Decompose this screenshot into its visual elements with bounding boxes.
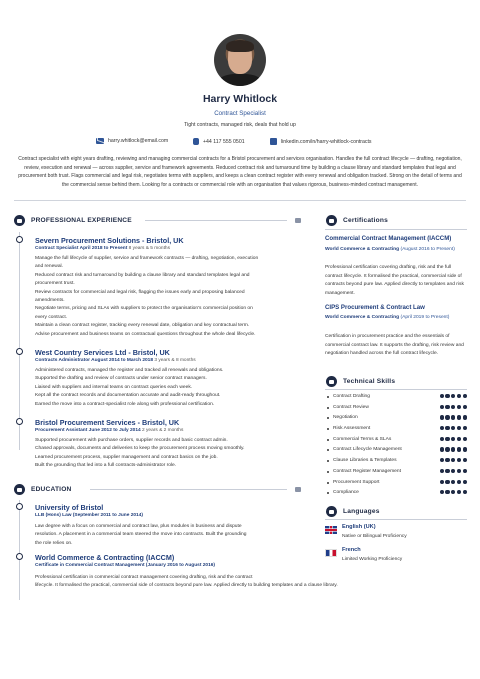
rating-dot	[440, 490, 444, 494]
description-line: the role relies on.	[35, 540, 73, 546]
skill-item	[325, 436, 467, 447]
rating-dot	[457, 437, 461, 441]
rating-dot	[440, 469, 444, 473]
bullet-line: Manage the full lifecycle of supplier, service and framework contracts — drafting, negotiation, execution	[35, 256, 259, 261]
briefcase-icon	[14, 215, 25, 226]
rating-dot	[463, 490, 467, 494]
bullet-line: Reduced contract risk and turnaround by building a clause library and standard templates legal and	[35, 272, 250, 278]
cert-meta	[325, 246, 465, 254]
rating-dot	[445, 469, 449, 473]
contact-linkedin[interactable]	[270, 138, 372, 145]
description-line: lifecycle. It formalised the practical, commercial side of contracts beyond pure law. Applied directly to building templates and a clause library.	[35, 583, 338, 589]
skill-item	[325, 414, 467, 425]
education-degree: Certificate in Commercial Contract Management (January 2016 to August 2016)	[35, 563, 216, 568]
skill-rating	[440, 469, 467, 473]
job-role: Procurement Assistant June 2012 to July 2014	[35, 428, 141, 433]
candidate-name: Harry Whitlock	[202, 93, 278, 105]
rating-dot	[457, 447, 461, 451]
education-title: EDUCATION	[31, 486, 72, 493]
cert-dates: (April 2019 to Present)	[400, 315, 450, 320]
education-degree: LLB (Hons) Law (September 2011 to June 2014)	[35, 513, 143, 518]
rating-dot	[440, 405, 444, 409]
bullet-icon	[327, 407, 329, 409]
bullet-line: Earned the move into a contract-specialist role along with professional certification.	[35, 401, 215, 407]
skill-name: Contract Drafting	[333, 394, 370, 399]
rating-dot	[440, 394, 444, 398]
cert-dates: (August 2016 to Present)	[400, 247, 455, 252]
photo-hair	[226, 40, 254, 52]
job-bullets	[35, 367, 305, 409]
skill-rating	[440, 437, 467, 441]
skill-rating	[440, 405, 467, 409]
bullet-line: Maintain a clean contract register, tracking every renewal date, obligation and key contractual term.	[35, 323, 250, 329]
education-school: World Commerce & Contracting (IACCM)	[35, 553, 175, 562]
linkedin-text[interactable]: linkedin.com/in/harry-whitlock-contracts	[281, 138, 372, 145]
education-school: University of Bristol	[35, 503, 104, 512]
skill-item	[325, 425, 467, 436]
experience-rule	[145, 220, 287, 221]
email-text[interactable]: harry.whitlock@email.com	[108, 138, 169, 144]
rating-dot	[445, 447, 449, 451]
education-description	[35, 523, 305, 548]
bullet-icon	[327, 471, 329, 473]
skill-item	[325, 468, 467, 479]
rating-dot	[440, 458, 444, 462]
certifications-heading	[326, 215, 388, 226]
job-bullets	[35, 255, 305, 339]
rating-dot	[445, 458, 449, 462]
rating-dot	[440, 480, 444, 484]
bullet-line: Learned procurement process, supplier management and contract basics on the job.	[35, 454, 218, 460]
rating-dot	[451, 405, 455, 409]
bullet-line: Negotiate terms, pricing and SLAs with suppliers to protect the organisation's commercial position on	[35, 306, 253, 312]
rating-dot	[457, 490, 461, 494]
timeline-dot	[16, 348, 23, 355]
job-duration: 3 years & 8 months	[154, 358, 196, 363]
rating-dot	[440, 426, 444, 430]
job-role: Contract Specialist April 2018 to Present	[35, 246, 128, 251]
rating-dot	[440, 415, 444, 419]
skill-name: Risk Assessment	[333, 426, 371, 432]
experience-heading	[14, 215, 132, 226]
rating-dot	[445, 394, 449, 398]
rating-dot	[451, 426, 455, 430]
timeline-dot	[16, 236, 23, 243]
rating-dot	[445, 480, 449, 484]
cert-issuer: World Commerce & Contracting	[325, 315, 400, 320]
rating-dot	[440, 447, 444, 451]
language-level: Limited Working Proficiency	[342, 557, 403, 562]
experience-title: PROFESSIONAL EXPERIENCE	[31, 217, 132, 224]
rating-dot	[445, 437, 449, 441]
rating-dot	[451, 480, 455, 484]
tagline: Tight contracts, managed risk, deals that hold up	[184, 122, 296, 128]
phone-icon	[193, 138, 199, 145]
skill-name: Contract Register Management	[333, 468, 401, 474]
job-company: West Country Services Ltd - Bristol, UK	[35, 348, 170, 357]
skill-item	[325, 489, 467, 500]
skill-item	[325, 457, 467, 468]
rating-dot	[463, 458, 467, 462]
rating-dot	[457, 415, 461, 419]
skill-item	[325, 479, 467, 490]
rating-dot	[463, 469, 467, 473]
skill-rating	[440, 480, 467, 484]
rating-dot	[457, 469, 461, 473]
rating-dot	[451, 394, 455, 398]
languages-rule	[325, 519, 467, 520]
linkedin-icon	[270, 138, 277, 145]
timeline-dot	[16, 418, 23, 425]
cert-description: Certification in procurement practice and the essentials of commercial contract law. It supports the drafting, risk review and negotiation handled across the full contract lifecycle.	[325, 334, 464, 357]
bullet-icon	[327, 439, 329, 441]
bullet-line: Built the grounding that led into a full contracts-administrator role.	[35, 463, 177, 469]
skill-name: Procurement Support	[333, 479, 380, 485]
rating-dot	[445, 405, 449, 409]
rating-dot	[457, 426, 461, 430]
phone-text[interactable]: +44 117 555 0501	[203, 138, 245, 145]
header-divider	[14, 200, 466, 201]
uk-flag-icon	[325, 526, 337, 534]
languages-title: Languages	[343, 508, 380, 515]
cert-title: CIPS Procurement & Contract Law	[325, 304, 425, 311]
bullet-icon	[327, 428, 329, 430]
rating-dot	[451, 469, 455, 473]
description-line: resolution. A placement in a commercial team steered the move into contracts. Built the grounding	[35, 532, 247, 538]
skill-item	[325, 393, 467, 404]
photo-shirt	[218, 74, 262, 86]
cert-meta	[325, 314, 465, 322]
skill-rating	[440, 394, 467, 398]
tools-icon	[326, 376, 337, 387]
profile-photo	[214, 34, 266, 86]
candidate-title: Contract Specialist	[214, 110, 266, 117]
skill-name: Contract Lifecycle Management	[333, 447, 402, 453]
rating-dot	[451, 415, 455, 419]
job-meta	[35, 428, 183, 433]
rating-dot	[451, 458, 455, 462]
language-item	[325, 524, 467, 546]
rating-dot	[445, 415, 449, 419]
rating-dot	[463, 415, 467, 419]
rating-dot	[463, 405, 467, 409]
mail-icon	[96, 138, 104, 144]
bullet-icon	[327, 449, 329, 451]
bullet-icon	[327, 417, 329, 419]
briefcase-small-icon	[295, 218, 301, 223]
france-flag-icon	[325, 549, 337, 557]
job-bullets	[35, 437, 305, 471]
education-heading	[14, 484, 72, 495]
job-duration: 8 years & 5 months	[128, 246, 170, 251]
rating-dot	[445, 490, 449, 494]
bullet-line: every contract.	[35, 314, 68, 320]
job-company: Bristol Procurement Services - Bristol, UK	[35, 418, 180, 427]
certifications-rule	[325, 229, 467, 230]
bullet-icon	[327, 492, 329, 494]
bullet-icon	[327, 460, 329, 462]
job-meta	[35, 358, 196, 363]
bullet-line: Liaised with suppliers and internal teams on contract queries each week.	[35, 384, 193, 390]
job-meta	[35, 246, 170, 251]
skills-rule	[325, 389, 467, 390]
globe-icon	[326, 506, 337, 517]
skill-item	[325, 404, 467, 415]
bullet-line: Kept all the contract records and documentation accurate and audit-ready throughout.	[35, 393, 221, 399]
bullet-line: Review contracts for commercial and legal risk, flagging the issues early and proposing balanced	[35, 289, 245, 295]
skills-title: Technical Skills	[343, 378, 396, 385]
skill-name: Commercial Terms & SLAs	[333, 436, 392, 442]
contact-bar	[0, 138, 480, 148]
skill-rating	[440, 415, 467, 419]
contact-email[interactable]	[96, 138, 168, 144]
bullet-line: procurement trust.	[35, 281, 75, 287]
language-name: English (UK)	[342, 524, 376, 530]
rating-dot	[463, 394, 467, 398]
description-line: Professional certification in commercial contract management covering drafting, risk and the contract	[35, 575, 253, 580]
education-timeline	[19, 500, 20, 600]
skill-rating	[440, 490, 467, 494]
bullet-line: Supported procurement with purchase orders, supplier records and basic contract admin.	[35, 438, 228, 443]
language-name: French	[342, 547, 361, 553]
bullet-line: Advise procurement and business teams on contractual questions throughout the whole deal lifecycle.	[35, 331, 256, 337]
skill-rating	[440, 426, 467, 430]
education-rule	[90, 489, 287, 490]
cert-title: Commercial Contract Management (IACCM)	[325, 235, 452, 242]
rating-dot	[451, 437, 455, 441]
rating-dot	[463, 480, 467, 484]
bullet-line: Supported the drafting and review of contracts under senior contract managers.	[35, 376, 207, 382]
skill-name: Clause Libraries & Templates	[333, 458, 397, 464]
skill-name: Compliance	[333, 490, 359, 496]
skill-rating	[440, 458, 467, 462]
skill-name: Negotiation	[333, 415, 358, 421]
skills-list	[325, 393, 467, 500]
contact-phone[interactable]	[193, 138, 245, 145]
cert-description: Professional certification covering drafting, risk and the full contract lifecycle. It formalised the practical, commercial side of contracts beyond pure law. Applied directly to templates and risk management.	[325, 265, 464, 296]
bullet-line: amendments.	[35, 298, 65, 304]
graduation-cap-small-icon	[295, 487, 301, 492]
bullet-icon	[327, 482, 329, 484]
job-role: Contracts Administrator August 2014 to March 2018	[35, 358, 153, 363]
education-description	[35, 574, 435, 591]
skill-name: Contract Review	[333, 404, 369, 410]
bullet-line: Administered contracts, managed the register and tracked all renewals and obligations.	[35, 368, 224, 373]
cert-issuer: World Commerce & Contracting	[325, 247, 400, 252]
job-duration: 2 years & 2 months	[142, 428, 184, 433]
language-item	[325, 547, 467, 569]
bullet-line: and renewal.	[35, 264, 64, 270]
rating-dot	[445, 426, 449, 430]
professional-summary: Contract specialist with eight years drafting, reviewing and managing commercial contracts for a Bristol procurement and services organisation. Handles the full contract lifecycle — drafting, negotiation, review, execution and renewal — across supplier, service and framework agreements. Reduced contract risk and turnaround time by building a clause library and standard templates that legal and procurement both trust. Flags commercial and legal risk, negotiates terms with suppliers, and keeps a clean contract register with every renewal and obligation tracked. Strong on the detail of terms and the commercial sense behind them. Looking for a contracts or commercial role with an organisation that values rigorous, business-minded contract management.	[18, 156, 462, 188]
bullet-line: Chased approvals, documents and deliveries to keep the procurement process moving smoothly.	[35, 446, 245, 452]
rating-dot	[463, 426, 467, 430]
rating-dot	[457, 405, 461, 409]
certificate-icon	[326, 215, 337, 226]
language-level: Native or Bilingual Proficiency	[342, 534, 407, 539]
rating-dot	[457, 394, 461, 398]
job-company: Severn Procurement Solutions - Bristol, UK	[35, 236, 184, 245]
skill-item	[325, 446, 467, 457]
certifications-title: Certifications	[343, 217, 388, 224]
timeline-dot	[16, 503, 23, 510]
skill-rating	[440, 447, 467, 451]
bullet-icon	[327, 396, 329, 398]
rating-dot	[463, 437, 467, 441]
graduation-cap-icon	[14, 484, 25, 495]
timeline-dot	[16, 553, 23, 560]
rating-dot	[451, 447, 455, 451]
rating-dot	[463, 447, 467, 451]
rating-dot	[457, 458, 461, 462]
description-line: Law degree with a focus on commercial and contract law, plus modules in business and dispute	[35, 524, 242, 529]
languages-heading	[326, 506, 380, 517]
skills-heading	[326, 376, 395, 387]
rating-dot	[457, 480, 461, 484]
rating-dot	[440, 437, 444, 441]
rating-dot	[451, 490, 455, 494]
